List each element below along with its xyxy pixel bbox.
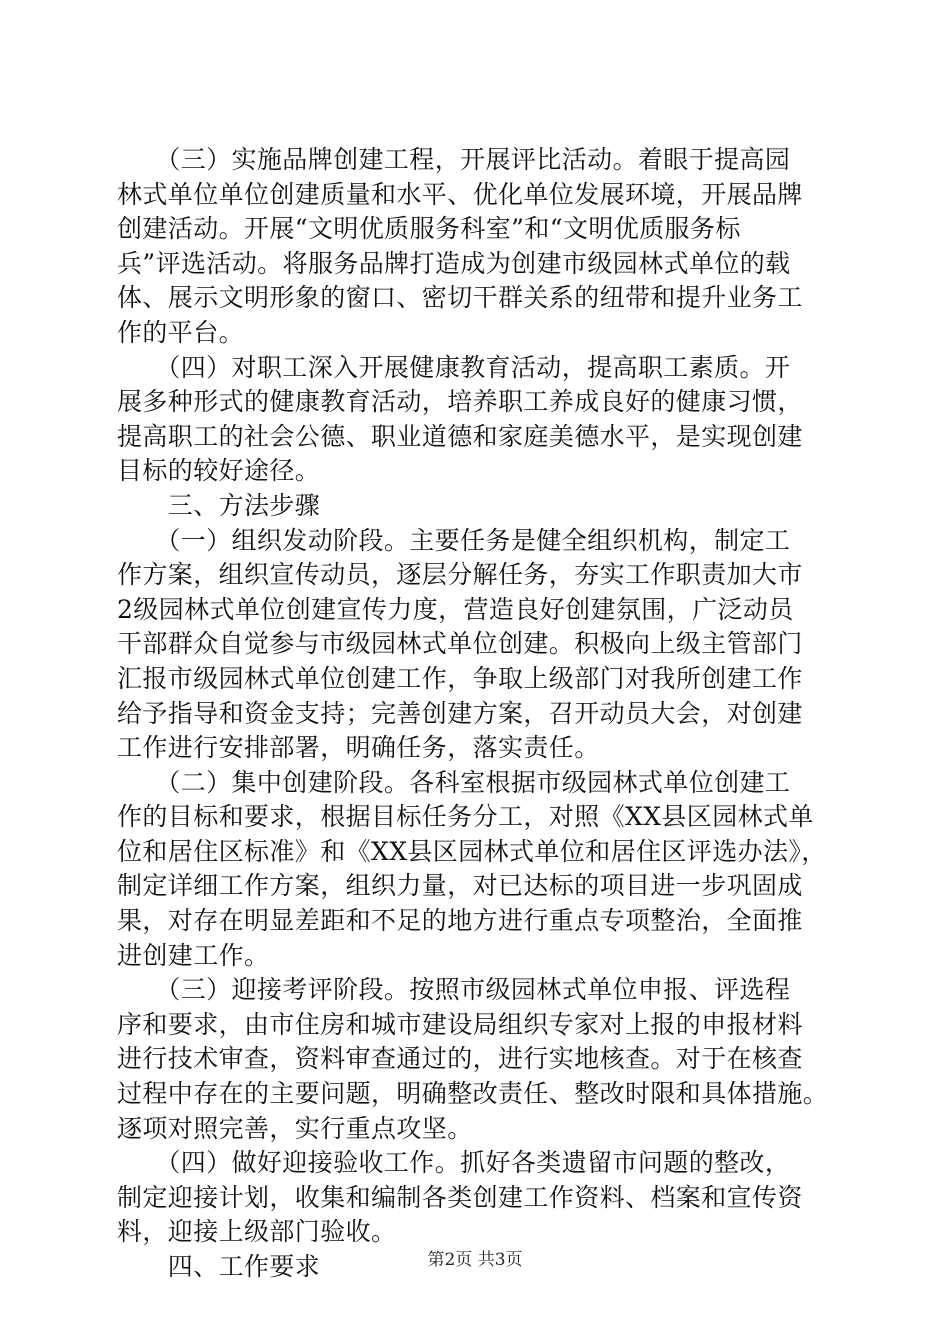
text-line: 工作进行安排部署，明确任务，落实责任。	[117, 733, 600, 763]
text-line: 汇报市级园林式单位创建工作，争取上级部门对我所创建工作	[117, 663, 803, 693]
text-line: （二）集中创建阶段。各科室根据市级园林式单位创建工	[117, 767, 791, 797]
text-line: 展多种形式的健康教育活动，培养职工养成良好的健康习惯，	[117, 387, 803, 417]
text-line: 进创建工作。	[117, 940, 270, 970]
text-line: 2级园林式单位创建宣传力度，营造良好创建氛围，广泛动员	[117, 594, 794, 624]
section-heading: 三、方法步骤	[117, 490, 321, 520]
text-line: 作的目标和要求，根据目标任务分工，对照《XX县区园林式单	[117, 802, 814, 832]
text-line: 制定迎接计划，收集和编制各类创建工作资料、档案和宣传资	[117, 1182, 803, 1212]
page-footer: 第2页 共3页	[427, 1250, 523, 1270]
text-line: 作的平台。	[117, 317, 245, 347]
text-line: 料，迎接上级部门验收。	[117, 1217, 397, 1247]
text-line: 位和居住区标准》和《XX县区园林式单位和居住区评选办法》，	[117, 836, 827, 866]
text-line: 目标的较好途径。	[117, 456, 321, 486]
text-line: 逐项对照完善，实行重点攻坚。	[117, 1113, 473, 1143]
text-line: （三）实施品牌创建工程，开展评比活动。着眼于提高园	[117, 145, 791, 174]
text-line: 作方案，组织宣传动员，逐层分解任务，夯实工作职责加大市	[117, 560, 803, 590]
text-line: 给予指导和资金支持；完善创建方案，召开动员大会，对创建	[117, 698, 803, 728]
text-line: 提高职工的社会公德、职业道德和家庭美德水平，是实现创建	[117, 421, 803, 451]
text-line: 体、展示文明形象的窗口、密切干群关系的纽带和提升业务工	[117, 283, 803, 313]
section-heading: 四、工作要求	[117, 1252, 321, 1281]
text-line: 果，对存在明显差距和不足的地方进行重点专项整治，全面推	[117, 906, 803, 936]
text-line: 干部群众自觉参与市级园林式单位创建。积极向上级主管部门	[117, 629, 803, 659]
text-line: 制定详细工作方案，组织力量，对已达标的项目进一步巩固成	[117, 871, 803, 901]
text-line: 兵”评选活动。将服务品牌打造成为创建市级园林式单位的载	[117, 248, 791, 278]
text-line: （四）对职工深入开展健康教育活动，提高职工素质。开	[117, 352, 791, 382]
document-body	[117, 143, 833, 1285]
text-line: 林式单位单位创建质量和水平、优化单位发展环境，开展品牌	[117, 179, 803, 209]
text-line: 创建活动。开展“文明优质服务科室”和“文明优质服务标	[117, 214, 741, 244]
text-line: （三）迎接考评阶段。按照市级园林式单位申报、评选程	[117, 975, 791, 1005]
text-line: 序和要求，由市住房和城市建设局组织专家对上报的申报材料	[117, 1009, 803, 1039]
text-line: （四）做好迎接验收工作。抓好各类遗留市问题的整改，	[117, 1148, 791, 1178]
text-line: 进行技术审查，资料审查通过的，进行实地核查。对于在核查	[117, 1044, 803, 1074]
text-line: 过程中存在的主要问题，明确整改责任、整改时限和具体措施。	[117, 1079, 829, 1109]
text-line: （一）组织发动阶段。主要任务是健全组织机构，制定工	[117, 525, 791, 555]
